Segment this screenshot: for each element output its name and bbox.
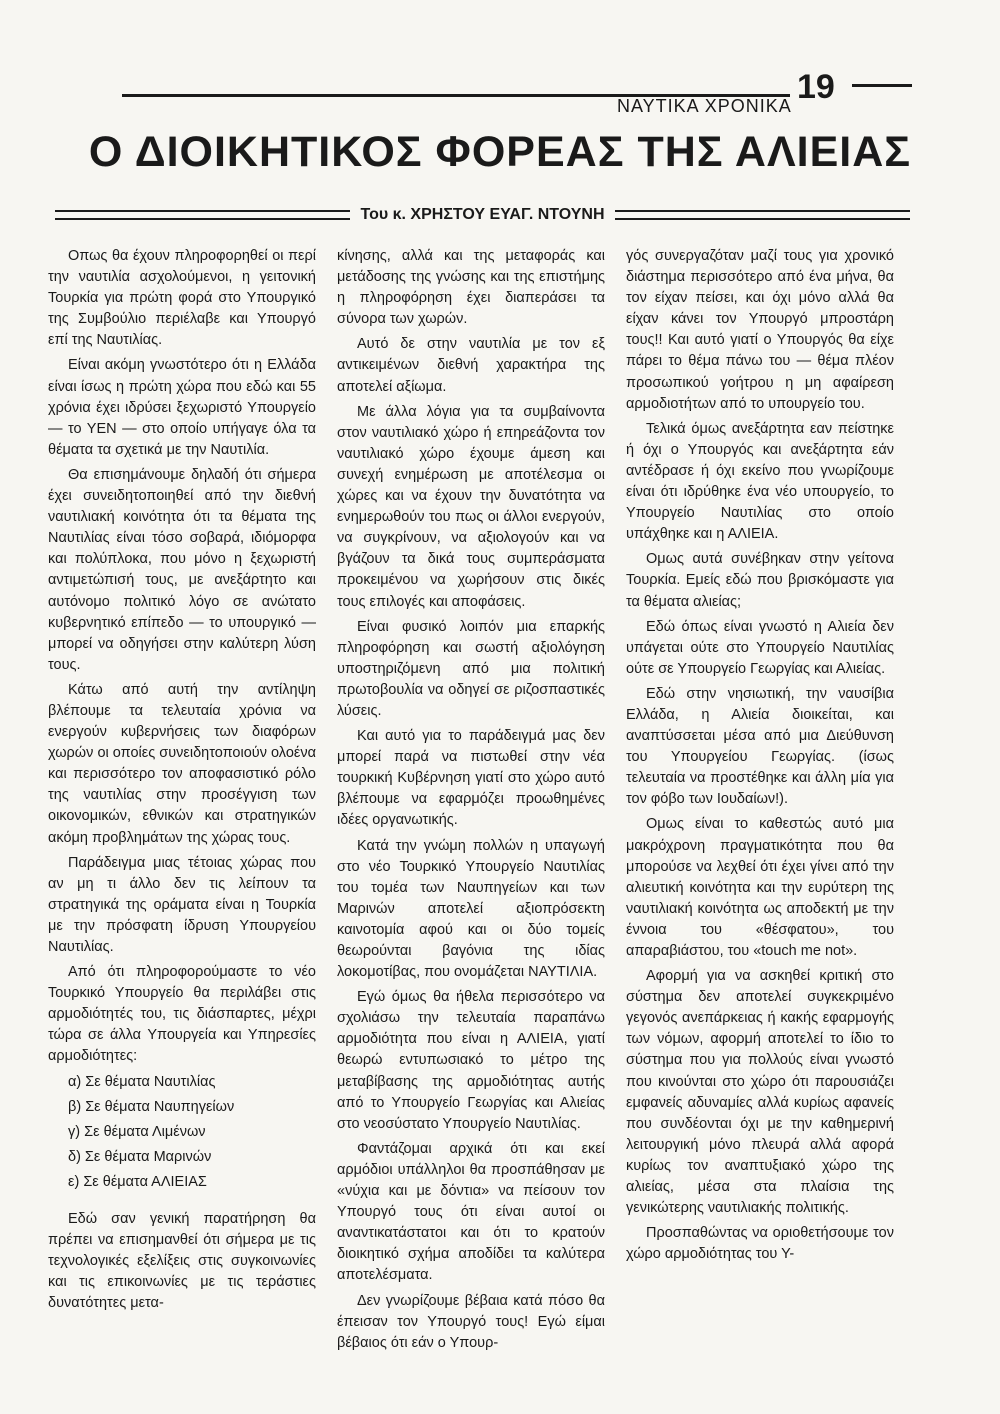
paragraph: Θα επισημάνουμε δηλαδή ότι σήμερα έχει συνειδητοποιηθεί από την διεθνή ναυτιλιακή κοινότητα ότι τα θέματα της Ναυτιλίας είναι τόσο σοβαρά, ιδιόμορφα και πολύπλοκα, που μόνο η ξεχωριστή αντιμετώπισή τους, με ανεξάρτητο και αυτόνομο πολιτικό λόγο σε ανώτατο κυβερνητικό επίπεδο — το υπουργικό — μπορεί να οδηγήσει στην καλύτερη λύση τους. (48, 466, 316, 673)
paragraph: Εδώ στην νησιωτική, την ναυσίβια Ελλάδα, η Αλιεία διοικείται, και αναπτύσσεται μέσα από μια Διεύθυνση του Υπουργείου Γεωργίας. (ίσως τελευταία να προστέθηκε και άλλη μία για τον φόβο των Ιουδαίων!). (626, 685, 894, 808)
column-3 (626, 246, 894, 1269)
list-item: δ) Σε θέματα Μαρινών (68, 1148, 212, 1165)
byline-row (55, 204, 910, 226)
paragraph: Εγώ όμως θα ήθελα περισσότερο να σχολιάσω την τελευταία παραπάνω αρμοδιότητα που είναι η ΑΛΙΕΙΑ, γιατί θεωρώ εντυπωσιακό το μέτρο της μεταβίβασης της αρμοδιότητας αυτής από το Υπουργείο Γεωργίας και Αλιείας στο νεοσύστατο Υπουργείο Ναυτιλίας. (337, 989, 605, 1132)
paragraph: Κατά την γνώμη πολλών η υπαγωγή στο νέο Τουρκικό Υπουργείο Ναυτιλίας του τομέα των Ναυπηγείων και των Μαρινών αποτελεί αξιοπρόσεκτη καινοτομία αφού και οι δύο τομείς θεωρούνται βαγόνια της ιδίας λοκομοτίβας, που ονομάζεται ΝΑΥΤΙΛΙΑ. (337, 837, 605, 981)
paragraph: Παράδειγμα μιας τέτοιας χώρας που αν μη τι άλλο δεν τις λείπουν τα στρατηγικά της οράματα είναι η Τουρκία με την πρόσφατη ίδρυση Υπουργείου Ναυτιλίας. (48, 854, 316, 955)
journal-name: ΝΑΥΤΙΚΑ ΧΡΟΝΙΚΑ (617, 96, 792, 116)
header-rule-right (852, 84, 912, 87)
page-number: 19 (797, 68, 835, 106)
paragraph: Είναι φυσικό λοιπόν μια επαρκής πληροφόρηση και σωστή αξιολόγηση υποστηριζόμενη από μια πολιτική πρωτοβουλία να οδηγεί σε ριζοσπαστικές λύσεις. (337, 618, 605, 719)
paragraph: Κάτω από αυτή την αντίληψη βλέπουμε τα τελευταία χρόνια να ενεργούν κυβερνήσεις των διαφόρων χωρών οι οποίες συνειδητοποιούν ολοένα και περισσότερο τον αποφασιστικό ρόλο της ναυτιλίας στην προσέγγιση των οικονομικών, εθνικών και στρατηγικών ακόμη προβλημάτων της χώρας τους. (48, 681, 316, 846)
paragraph: Φαντάζομαι αρχικά ότι και εκεί αρμόδιοι υπάλληλοι θα προσπάθησαν με «νύχια και με δόντια» να πείσουν τον Υπουργό τους ότι είναι αυτοί οι αναντικατάστατοι και ότι το κρατούν διοικητικό σχήμα αποδίδει τα καλύτερα αποτελέσματα. (337, 1140, 605, 1284)
paragraph: Δεν γνωρίζουμε βέβαια κατά πόσο θα έπεισαν τον Υπουργό τους! Εγώ είμαι βέβαιος ότι εάν ο Υπουρ- (337, 1292, 605, 1351)
byline-rule-right (615, 210, 910, 220)
paragraph: κίνησης, αλλά και της μεταφοράς και μετάδοσης της γνώσης και της επιστήμης η πληροφόρηση έχει διαπεράσει τα σύνορα των χωρών. (337, 248, 605, 328)
paragraph: Εδώ όπως είναι γνωστό η Αλιεία δεν υπάγεται ούτε στο Υπουργείο Ναυτιλίας ούτε σε Υπουργείο Γεωργίας και Αλιείας. (626, 618, 894, 677)
list-item: γ) Σε θέματα Λιμένων (68, 1123, 206, 1140)
paragraph: Είναι ακόμη γνωστότερο ότι η Ελλάδα είναι ίσως η πρώτη χώρα που εδώ και 55 χρόνια έχει ιδρύσει ξεχωριστό Υπουργείο — το ΥΕΝ — στο οποίο υπήγαγε όλα τα θέματα τα σχετικά με την Ναυτιλία. (48, 357, 316, 458)
paragraph: Εδώ σαν γενική παρατήρηση θα πρέπει να επισημανθεί ότι σήμερα με τις τεχνολογικές εξελίξεις στις συγκοινωνίες και τις επικοινωνίες με τις τεράστιες δυνατότητες μετα- (48, 1211, 316, 1312)
byline: Του κ. ΧΡΗΣΤΟΥ ΕΥΑΓ. ΝΤΟΥΝΗ (360, 206, 605, 223)
paragraph: Αφορμή για να ασκηθεί κριτική στο σύστημα δεν αποτελεί συγκεκριμένο γεγονός ανεπάρκειας ή κακής εφαρμογής των νόμων, αφορμή αποτελεί το ίδιο το σύστημα που για πολλούς είναι γνωστό που κινούνται στο χώρο ότι παρουσιάζει εμφανείς αδυναμίες αλλά κυρίως αφανείς που συνδέονται όχι με την καθημερινή λειτουργική μόνο πλευρά αλλά αφορά κυρίως τον αναπτυξιακό χώρο της αλιείας, μέσα στα πλαίσια της γενικώτερης ναυτιλιακής πολιτικής. (626, 968, 894, 1217)
column-1 (48, 246, 316, 1319)
byline-rule-left (55, 210, 350, 220)
paragraph: Ομως αυτά συνέβηκαν στην γείτονα Τουρκία. Εμείς εδώ που βρισκόμαστε για τα θέματα αλιείας; (626, 551, 894, 610)
column-2 (337, 246, 605, 1358)
paragraph: Προσπαθώντας να οριοθετήσουμε τον χώρο αρμοδιότητας του Υ- (626, 1225, 894, 1263)
article-title: Ο ΔΙΟΙΚΗΤΙΚΟΣ ΦΟΡΕΑΣ ΤΗΣ ΑΛΙΕΙΑΣ (88, 128, 912, 176)
list-item: α) Σε θέματα Ναυτιλίας (68, 1073, 216, 1090)
paragraph: Αυτό δε στην ναυτιλία με τον εξ αντικειμένων διεθνή χαρακτήρα της αποτελεί αξίωμα. (337, 336, 605, 395)
paragraph: Και αυτό για το παράδειγμά μας δεν μπορεί παρά να πιστωθεί στην νέα τουρκική Κυβέρνηση γιατί στο χώρο αυτό βλέπουμε να εφαρμόζει προωθημένες ιδέες οργανωτικής. (337, 728, 605, 829)
paragraph: Ομως είναι το καθεστώς αυτό μια μακρόχρονη πραγματικότητα που θα μπορούσε να λεχθεί ότι έχει γίνει από την αλιευτική κοινότητα και την ευρύτερη της ναυτιλιακή κοινότητα ως αποδεκτή με την έννοια του «θέσφατου», του απαραβιάστου, του «touch me not». (626, 816, 894, 959)
list-item: ε) Σε θέματα ΑΛΙΕΙΑΣ (68, 1173, 207, 1190)
list-item: β) Σε θέματα Ναυπηγείων (68, 1098, 235, 1115)
paragraph: Τελικά όμως ανεξάρτητα εαν πείστηκε ή όχι ο Υπουργός και ανεξάρτητα εάν αντέδρασε ή όχι εκείνο που γνωρίζουμε είναι ότι ιδρύθηκε ένα νέο υπουργείο, το Υπουργείο Ναυτιλίας στο οποίο υπάχθηκε και η ΑΛΙΕΙΑ. (626, 420, 894, 543)
paragraph: Με άλλα λόγια για τα συμβαίνοντα στον ναυτιλιακό χώρο ή επηρεάζοντα τον ναυτιλιακό χώρο έχουμε άμεση και συνεχή ενημέρωση με αποτέλεσμα οι χώρες και να έχουν την δυνατότητα να ενημερωθούν του πως οι άλλοι ενεργούν, να συγκρίνουν, να αξιολογούν και να βγάζουν τα δικά τους συμπεράσματα προκειμένου να χωρήσουν στις δικές τους επιλογές και αποφάσεις. (337, 403, 605, 610)
paragraph: Οπως θα έχουν πληροφορηθεί οι περί την ναυτιλία ασχολούμενοι, η γειτονική Τουρκία για πρώτη φορά στο Υπουργικό της Συμβούλιο περιέλαβε και Υπουργό επί της Ναυτιλίας. (48, 248, 316, 349)
paragraph: Από ότι πληροφορούμαστε το νέο Τουρκικό Υπουργείο θα περιλάβει στις αρμοδιότητές του, τις διάσπαρτες, μέχρι τώρα σε άλλα Υπουργεία και Υπηρεσίες αρμοδιότητες: (48, 964, 316, 1065)
paragraph: γός συνεργαζόταν μαζί τους για χρονικό διάστημα περισσότερο από ένα μήνα, θα τον είχαν πείσει, και όχι μόνο αλλά θα είχαν κάνει τον Υπουργό μπροστάρη τους!! Και αυτό γιατί ο Υπουργός θα είχε πάρει το θέμα πάνω του — θέμα πλέον προσωπικού γοήτρου η μη αφαίρεση αρμοδιοτήτων από το υπουργείο του. (626, 248, 894, 412)
competence-list (48, 1072, 316, 1193)
